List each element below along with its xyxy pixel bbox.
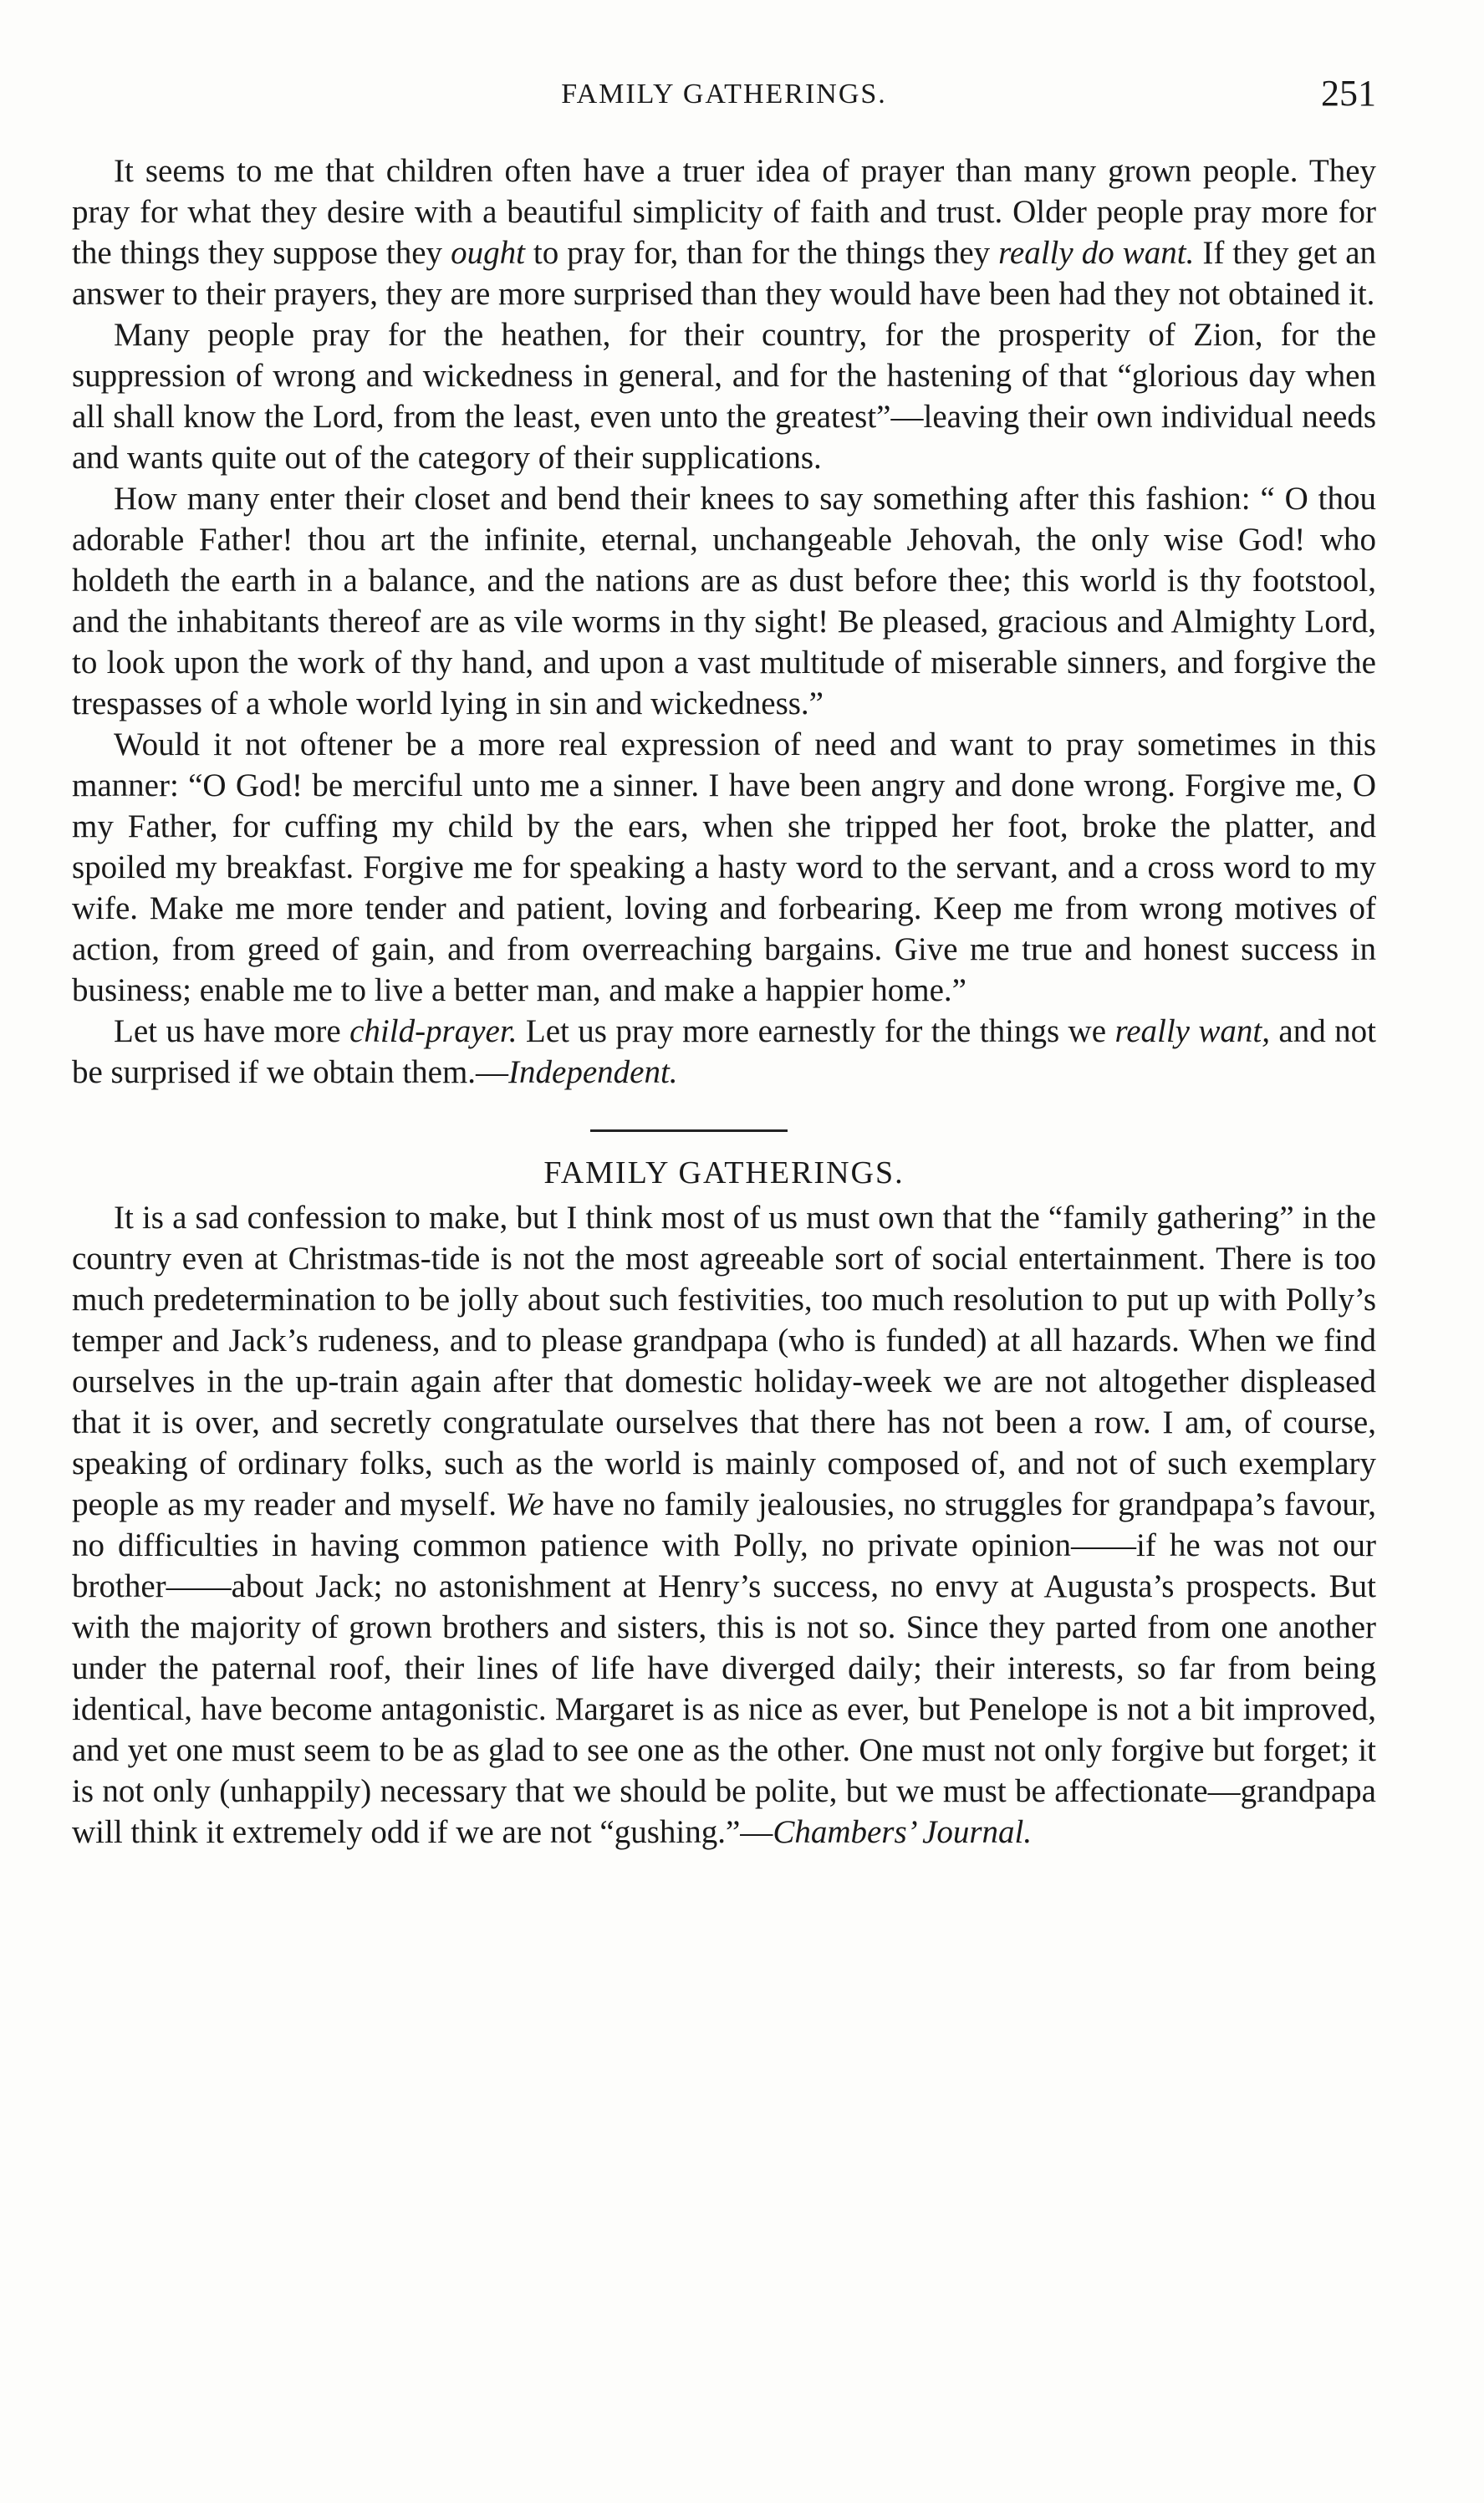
paragraph: How many enter their closet and bend their knees to say something after this fashion: “ O thou adorable Father! thou art the infinite, eternal, unchangeable Jehovah, the only wise God! who holdeth the earth in a balance, and the nations are as dust before thee; this world is thy footstool, and the inhabitants thereof are as vile worms in thy sight! Be pleased, gracious and Almighty Lord, to look upon the work of thy hand, and upon a vast multitude of miserable sinners, and forgive the trespasses of a whole world lying in sin and wickedness.” [72,481,1376,721]
source-attribution: Independent. [508,1054,678,1090]
page-number: 251 [1321,73,1376,114]
text-run: to pray for, than for the things they [524,235,999,271]
body-text [72,150,1376,1853]
section-title: FAMILY GATHERINGS. [543,1155,905,1190]
text-run: If they get an answer to their prayers, they are more surprised than they would have been had they not obtained it. [72,235,1377,312]
text-run: Let us pray more earnestly for the things we [517,1013,1115,1049]
paragraph [72,150,1376,314]
text-run: It seems to me that children often have a truer idea of prayer than many grown people. They pray for what they desire with a beautiful simplicity of faith and trust. Older people pray more for the things they suppose they [72,153,1376,271]
text-run: have no family jealousies, no struggles for grandpapa’s favour, no difficulties in having common patience with Polly, no private opinion——if he was not our brother——about Jack; no astonishment at Henry’s success, no envy at Augusta’s prospects. But with the majority of grown brothers and sisters, this is not so. Since they parted from one another under the paternal roof, their lines of life have diverged daily; their interests, so far from being identical, have become antagonistic. Margaret is as nice as ever, but Penelope is not a bit improved, and yet one must seem to be as glad to see one as the other. One must not only forgive but forget; it is not only (unhappily) necessary that we should be polite, but we must be affectionate—grandpapa will think it extremely odd if we are not “gushing.”— [72,1486,1377,1850]
source-attribution: Chambers’ Journal. [773,1814,1033,1850]
horizontal-rule [590,1129,788,1132]
text-run: It is a sad confession to make, but I think most of us must own that the “family gathering” in the country even at Christmas-tide is not the most agreeable sort of social entertainment. There is too much predetermination to be jolly about such festivities, too much resolution to put up with Polly’s temper and Jack’s rudeness, and to please grandpapa (who is funded) at all hazards. When we find ourselves in the up-train again after that domestic holiday-week we are not altogether displeased that it is over, and secretly congratulate ourselves that there has not been a row. I am, of course, speaking of ordinary folks, such as the world is mainly composed of, and not of such exemplary people as my reader and myself. [72,1200,1376,1522]
emphasis: ought [451,235,525,271]
emphasis: We [505,1486,544,1522]
paragraph: Would it not oftener be a more real expression of need and want to pray sometimes in this manner: “O God! be merciful unto me a sinner. I have been angry and done wrong. Forgive me, O my Father, for cuffing my child by the ears, when she tripped her foot, broke the platter, and spoiled my breakfast. Forgive me for speaking a hasty word to the servant, and a cross word to my wife. Make me more tender and patient, loving and forbearing. Keep me from wrong motives of action, from greed of gain, and from overreaching bargains. Give me true and honest success in business; enable me to live a better man, and make a happier home.” [72,726,1376,1008]
paragraph [72,1011,1376,1093]
running-head [72,72,1376,122]
paragraph: Many people pray for the heathen, for their country, for the prosperity of Zion, for the suppression of wrong and wickedness in general, and for the hastening of that “glorious day when all shall know the Lord, from the least, even unto the greatest”—leaving their own individual needs and wants quite out of the category of their supplications. [72,317,1376,476]
text-run: and not be surprised if we obtain them.— [72,1013,1377,1090]
emphasis: child-prayer. [349,1013,518,1049]
emphasis: really want, [1114,1013,1271,1049]
text-run: Let us have more [114,1013,350,1049]
emphasis: really do want. [998,235,1195,271]
running-title: FAMILY GATHERINGS. [561,79,887,110]
paragraph [72,1197,1376,1853]
section-divider [72,1093,1376,1151]
